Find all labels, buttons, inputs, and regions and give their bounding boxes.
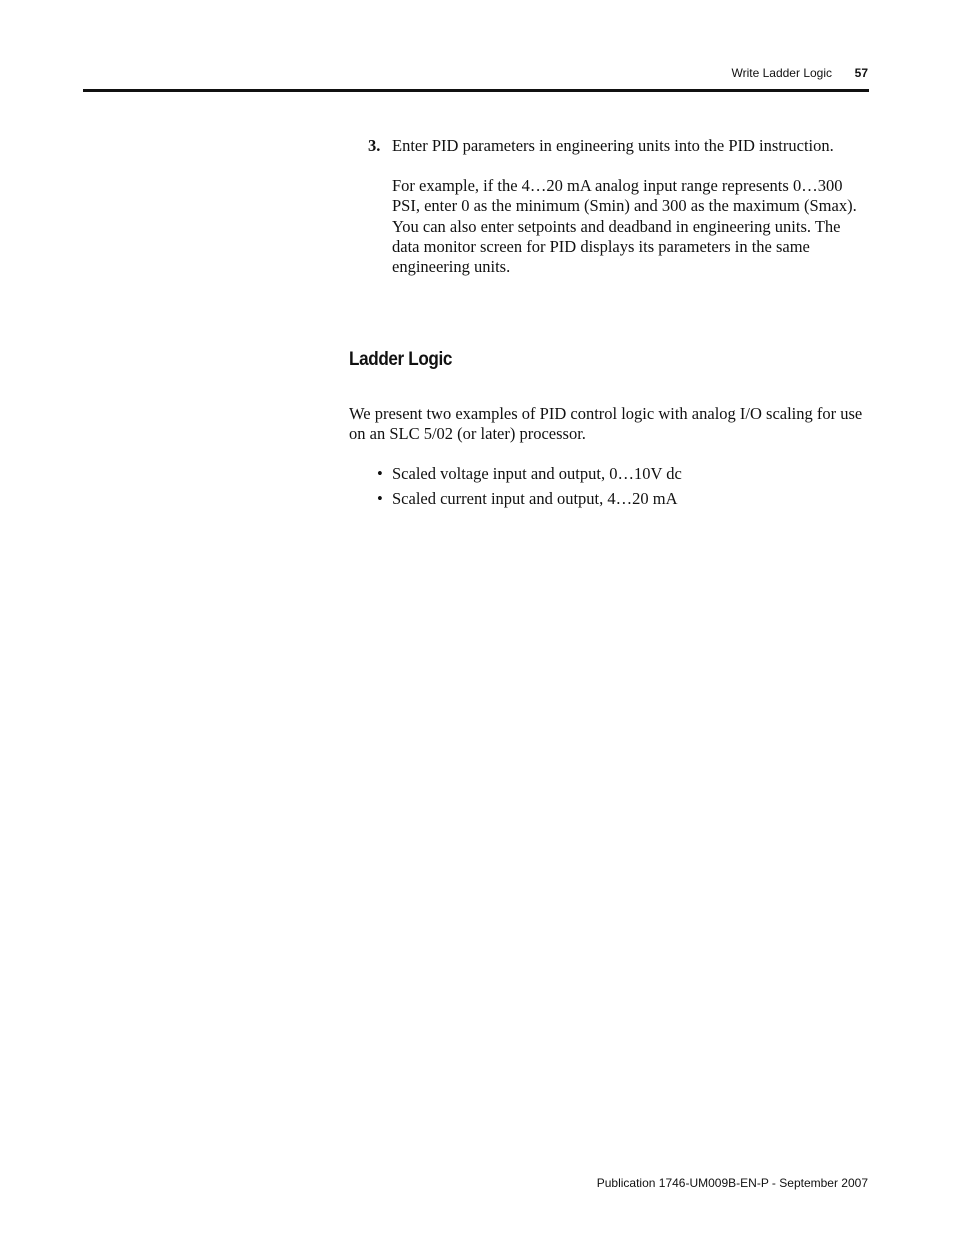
procedure-step xyxy=(368,136,868,297)
bullet-icon: • xyxy=(377,464,383,483)
running-header-title: Write Ladder Logic xyxy=(731,66,832,80)
list-item-text: Scaled voltage input and output, 0…10V dc xyxy=(392,464,682,483)
section-heading: Ladder Logic xyxy=(349,349,453,370)
step-paragraph: For example, if the 4…20 mA analog input range represents 0…300 PSI, enter 0 as the minimum (Smin) and 300 as the maximum (Smax). You can also enter setpoints and deadband in engineering units. The data monitor screen for PID displays its parameters in the same engineering units. xyxy=(392,176,857,277)
step-number: 3. xyxy=(368,136,381,155)
list-item xyxy=(377,489,682,509)
page-number: 57 xyxy=(854,66,868,80)
header-rule xyxy=(83,89,869,92)
list-item-text: Scaled current input and output, 4…20 mA xyxy=(392,489,678,508)
bullet-icon: • xyxy=(377,489,383,508)
section-intro-paragraph: We present two examples of PID control logic with analog I/O scaling for use on an SLC 5/02 (or later) processor. xyxy=(349,404,863,444)
list-item xyxy=(377,464,682,484)
bullet-list xyxy=(377,464,682,514)
step-paragraph: Enter PID parameters in engineering units into the PID instruction. xyxy=(392,136,834,155)
publication-footer: Publication 1746-UM009B-EN-P - September 2007 xyxy=(596,1176,868,1190)
step-body xyxy=(392,136,868,277)
